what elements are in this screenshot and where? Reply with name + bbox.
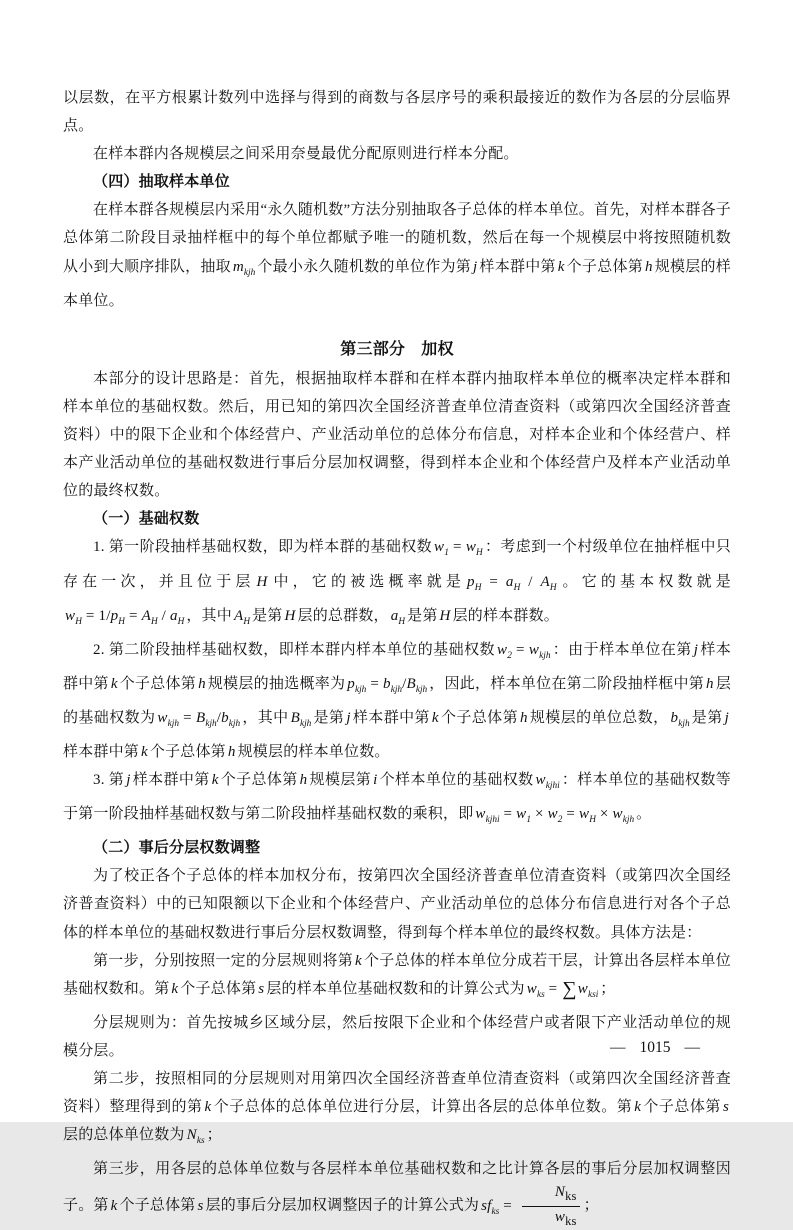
inline-formula: k	[171, 980, 179, 997]
inline-formula: $N_{ks}$	[186, 1127, 205, 1147]
inline-formula: s	[197, 1197, 204, 1214]
inline-formula: $A_H$	[233, 607, 251, 627]
inline-formula: j	[724, 709, 729, 726]
heading-section-1-base-weights: （一）基础权数	[93, 511, 200, 528]
para-neyman-allocation: 在样本群内各规模层之间采用奈曼最优分配原则进行样本分配。	[93, 146, 519, 163]
document-body	[63, 84, 731, 1230]
inline-formula: H	[284, 607, 296, 624]
inline-formula: $m_{kjh}$	[232, 258, 256, 278]
inline-formula: h	[706, 675, 714, 692]
inline-formula: h	[644, 258, 653, 275]
inline-formula: k	[355, 952, 362, 969]
inline-formula: H	[439, 607, 451, 624]
inline-formula: j	[693, 641, 699, 658]
inline-formula: i	[373, 772, 378, 789]
footer-dash-right: —	[684, 1039, 700, 1056]
inline-formula: j	[126, 772, 131, 789]
inline-formula: j	[346, 709, 351, 726]
para-step-1-sum-of-base-weights: 第一步，分别按照一定的分层规则将第 k 个子总体的样本单位分成若干层，计算出各层样本单位基础权数和。第 k 个子总体第 s 层的样本单位基础权数和的计算公式为 $w_{ks} = \sum w_{ksi}$ ；	[63, 952, 731, 1000]
footer-dash-left: —	[610, 1039, 626, 1056]
para-item-2-second-stage-base-weight: 2. 第二阶段抽样基础权数，即样本群内样本单位的基础权数 $w_2 = w_{kjh}$ ：由于样本单位在第 j 样本群中第 k 个子总体第 h 规模层的抽选概率为 $p_{kjh} = b_{kjh}/B_{kjh}$ ，因此，样本单位在第二阶段抽样框中第 h 层的基础权数为 $w_{kjh} = B_{kjh}/b_{kjh}$ ，其中 $B_{kjh}$ 是第 j 样本群中第 k 个子总体第 h 规模层的单位总数， $b_{kjh}$ 是第 j样本群中第 k 个子总体第 h 规模层的样本单位数。	[63, 641, 732, 760]
page-footer	[603, 1039, 707, 1057]
inline-formula: $w_{ks} = \sum w_{ksi}$	[526, 977, 599, 1000]
summation-symbol: ∑	[562, 977, 577, 1000]
inline-formula: h	[198, 675, 206, 692]
inline-formula: k	[141, 743, 148, 760]
para-item-3-unit-base-weight: 3. 第 j 样本群中第 k 个子总体第 h 规模层第 i 个样本单位的基础权数 $w_{kjhi}$ ：样本单位的基础权数等于第一阶段抽样基础权数与第二阶段抽样基础权数的乘积，即 $w_{kjhi} = w_1 \times w_2 = w_H \times w_{kjh}$ 。	[63, 772, 731, 826]
inline-formula: $w_1 = w_H$	[434, 539, 483, 559]
inline-formula: k	[110, 675, 118, 692]
para-poststratification-purpose: 为了校正各个子总体的样本加权分布，按第四次全国经济普查单位清查资料（或第四次全国经济普查资料）中的已知限额以下企业和个体经营户、产业活动单位的总体分布信息进行对各个子总体的样本单位的基础权数进行事后分层权数调整，得到每个样本单位的最终权数。具体方法是：	[63, 868, 731, 941]
inline-formula: j	[473, 258, 478, 275]
inline-formula: h	[227, 743, 236, 760]
inline-formula: H	[256, 573, 268, 590]
inline-formula: $B_{kjh}$	[290, 709, 312, 729]
inline-formula: k	[211, 772, 219, 789]
inline-formula: $sf_{ks}$ =	[481, 1197, 516, 1217]
para-stratification-rule: 分层规则为：首先按城乡区域分层，然后按限下企业和个体经营户或者限下产业活动单位的规模分层。	[63, 1014, 731, 1059]
para-item-1-first-stage-base-weight: 1. 第一阶段抽样基础权数，即为样本群的基础权数 $w_1 = w_H$ ：考虑到一个村级单位在抽样框中只存在一次，并且位于层 H 中，它的被选概率就是 $p_H = a_H / A_H$ 。它的基本权数就是$w_H = 1/p_H = A_H / a_H$ ，其中 $A_H$ 是第 H 层的总群数， $a_H$ 是第 H 层的样本群数。	[63, 539, 732, 627]
inline-formula: $b_{kjh}$	[670, 709, 690, 729]
inline-formula: $p_H = a_H / A_H$	[467, 573, 557, 593]
para-step-3-adjustment-factor: 第三步，用各层的总体单位数与各层样本单位基础权数和之比计算各层的事后分层加权调整因子。第 k 个子总体第 s 层的事后分层加权调整因子的计算公式为 $sf_{ks}$ = $\frac{N_{ks}}{w_{ks}}$ ；	[63, 1161, 731, 1228]
heading-part-3-weighting: 第三部分 加权	[340, 340, 454, 358]
inline-formula: $w_2 = w_{kjh}$	[496, 641, 551, 661]
inline-formula: $a_H$	[390, 607, 406, 627]
inline-formula: k	[634, 1099, 642, 1116]
inline-formula: s	[258, 980, 265, 997]
inline-formula: $p_{kjh} = b_{kjh}/B_{kjh}$	[347, 675, 428, 695]
inline-formula: $w_{kjh} = B_{kjh}/b_{kjh}$	[157, 709, 241, 729]
inline-formula: h	[519, 709, 528, 726]
para-stratum-cutoff-continuation: 以层数，在平方根累计数列中选择与得到的商数与各层序号的乘积最接近的数作为各层的分层临界点。	[63, 90, 731, 135]
inline-formula: k	[431, 709, 439, 726]
para-step-2-population-unit-counts: 第二步，按照相同的分层规则对用第四次全国经济普查单位清查资料（或第四次全国经济普查资料）整理得到的第 k 个子总体的总体单位进行分层，计算出各层的总体单位数。第 k 个子总体第 s层的总体单位数为 $N_{ks}$ ；	[63, 1071, 731, 1147]
inline-formula: $w_H = 1/p_H = A_H / a_H$	[65, 607, 185, 627]
inline-formula: k	[110, 1197, 118, 1214]
page-number: 1015	[639, 1039, 671, 1056]
inline-formula: k	[557, 258, 565, 275]
fraction-formula: $\frac{N_{ks}}{w_{ks}}$	[522, 1183, 580, 1229]
para-weighting-design-overview: 本部分的设计思路是：首先，根据抽取样本群和在样本群内抽取样本单位的概率决定样本群和样本单位的基础权数。然后，用已知的第四次全国经济普查单位清查资料（或第四次全国经济普查资料）中的限下企业和个体经营户、产业活动单位的总体分布信息，对样本企业和个体经营户、样本产业活动单位的基础权数进行事后分层加权调整，得到样本企业和个体经营户及样本产业活动单位的最终权数。	[63, 370, 731, 500]
inline-formula: s	[722, 1099, 729, 1116]
inline-formula: k	[204, 1099, 212, 1116]
inline-formula: $w_{kjhi} = w_1 \times w_2 = w_H \times w_{kjh}$	[475, 806, 635, 826]
inline-formula: $w_{kjhi}$	[535, 772, 560, 792]
para-permanent-random-number: 在样本群各规模层内采用“永久随机数”方法分别抽取各子总体的样本单位。首先，对样本群各子总体第二阶段目录抽样框中的每个单位都赋予唯一的随机数，然后在每一个规模层中将按照随机数从小到大顺序排队，抽取 $m_{kjh}$ 个最小永久随机数的单位作为第 j 样本群中第 k 个子总体第 h 规模层的样本单位。	[63, 202, 731, 309]
heading-section-2-poststratification-adjustment: （二）事后分层权数调整	[93, 840, 261, 857]
inline-formula: h	[299, 772, 308, 789]
heading-section-4-draw-sample-units: （四）抽取样本单位	[93, 174, 230, 191]
